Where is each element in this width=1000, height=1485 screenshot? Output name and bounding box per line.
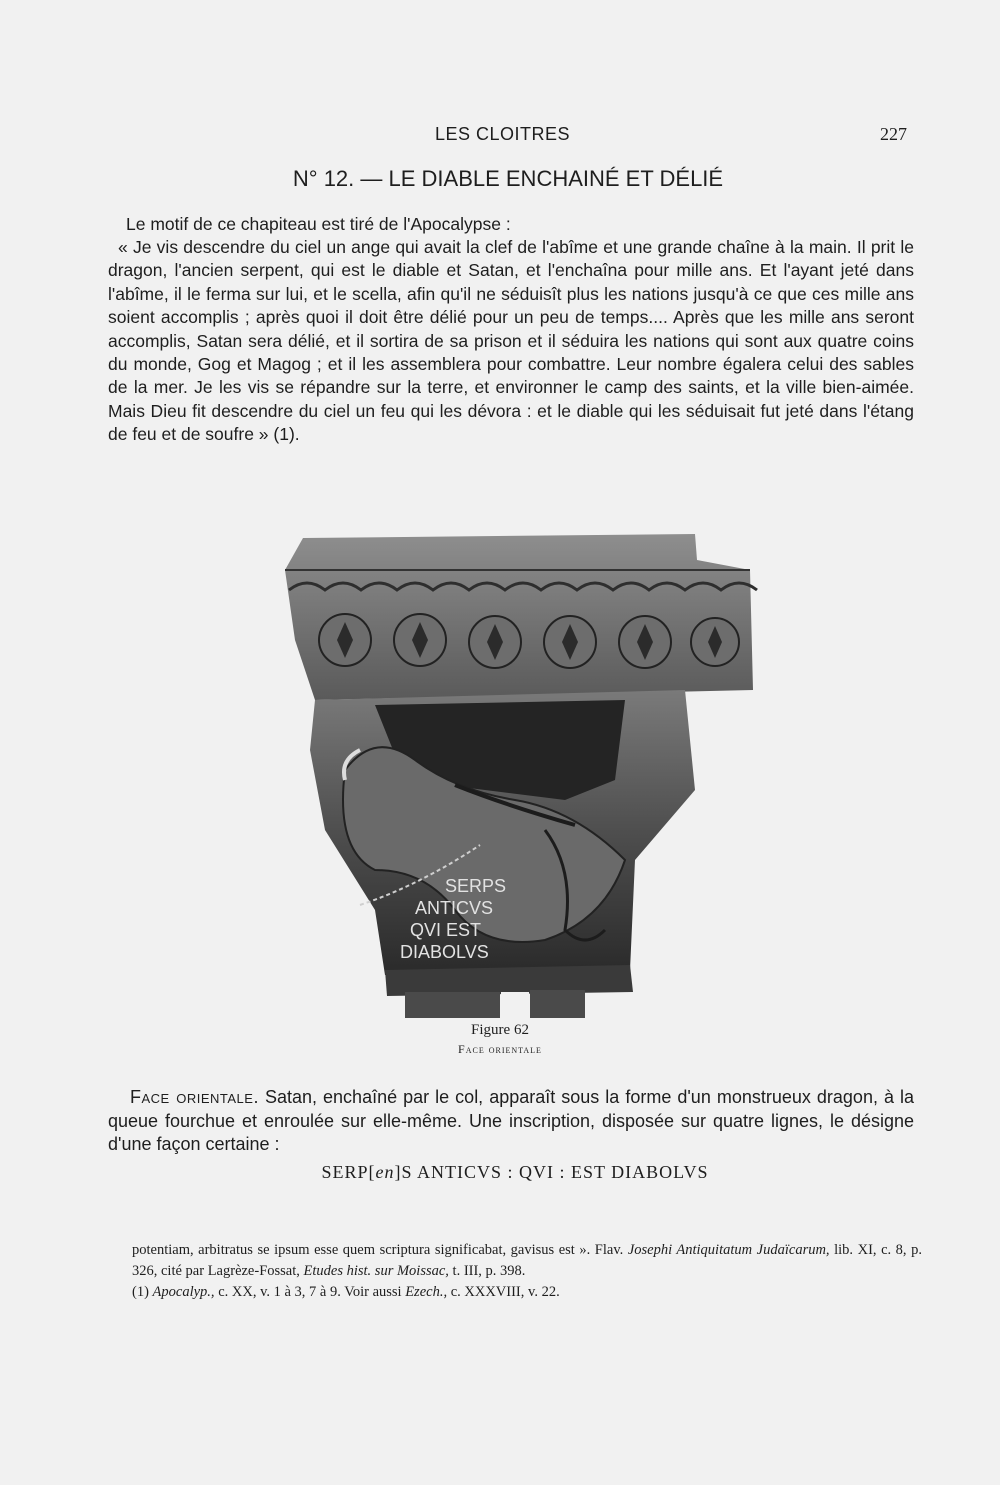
- running-title: LES CLOITRES: [435, 124, 571, 144]
- inscription-after: ]S ANTICVS : QVI : EST DIABOLVS: [394, 1162, 709, 1182]
- figure-caption-label: Face orientale: [458, 1042, 542, 1056]
- capital-image: [265, 530, 765, 1020]
- section-title: N° 12. — LE DIABLE ENCHAINÉ ET DÉLIÉ: [292, 166, 724, 191]
- footnote-text: c. XXXVIII, v. 22.: [447, 1284, 560, 1300]
- footnote-text: lib. XI, c. 8, p. 326, cité par Lagrèze-Fossat,: [132, 1242, 922, 1279]
- figure-caption-number: Figure 62: [471, 1022, 529, 1038]
- footnote-italic: Ezech.,: [405, 1284, 448, 1300]
- inscription-line-4: DIABOLVS: [400, 942, 489, 962]
- inscription-line-3: QVI EST: [410, 920, 482, 940]
- inscription-italic: en: [375, 1162, 395, 1182]
- page-number: 227: [880, 124, 907, 144]
- footnote-italic: Apocalyp.,: [152, 1284, 215, 1300]
- footnote-continuation: [132, 1240, 922, 1282]
- inscription-transcription: [0, 1162, 1000, 1183]
- footnote-text: t. III, p. 398.: [448, 1263, 526, 1279]
- description-paragraph: [108, 1086, 914, 1157]
- footnote-text: c. XX, v. 1 à 3, 7 à 9. Voir aussi: [214, 1284, 406, 1300]
- capital-photograph: [265, 530, 765, 1020]
- inscription-before: SERP[: [321, 1162, 376, 1182]
- description-lead: Face orientale.: [130, 1087, 259, 1107]
- inscription-line-1: SERPS: [445, 876, 507, 896]
- inscription-line-2: ANTICVS: [415, 898, 494, 918]
- apocalypse-quote: « Je vis descendre du ciel un ange qui avait la clef de l'abîme et une grande chaîne à la main. Il prit le dragon, l'ancien serpent, qui est le diable et Satan, et l'enchaîna pour mille ans. Et l'ayant jeté dans l'abîme, il le ferma sur lui, et le scella, afin qu'il ne séduisît plus les nations jusqu'à ce que ces mille ans soient accomplis ; après quoi il doit être délié pour un peu de temps.... Après que les mille ans seront accomplis, Satan sera délié, et il sortira de sa prison et il séduira les nations qui sont aux quatre coins du monde, Gog et Magog ; et il les assemblera pour combattre. Leur nombre égalera celui des sables de la mer. Je les vis se répandre sur la terre, et environner le camp des saints, et la ville bien-aimée. Mais Dieu fit descendre du ciel un feu qui les dévora : et le diable qui les séduisait fut jeté dans l'étang de feu et de soufre » (1).: [108, 237, 914, 445]
- intro-paragraph: Le motif de ce chapiteau est tiré de l'Apocalypse :: [126, 214, 511, 234]
- description-text: Satan, enchaîné par le col, apparaît sous la forme d'un monstrueux dragon, à la queue fourchue et enroulée sur elle-même. Une inscription, disposée sur quatre lignes, le désigne d'une façon certaine :: [108, 1087, 915, 1154]
- footnote-text: potentiam, arbitratus se ipsum esse quem scriptura significabat, gavisus est ». Flav.: [132, 1242, 628, 1258]
- footnotes: [132, 1240, 922, 1303]
- footnote-1: [132, 1282, 922, 1303]
- footnote-italic: Josephi Antiquitatum Judaïcarum,: [627, 1242, 830, 1258]
- footnote-marker: (1): [132, 1284, 153, 1300]
- footnote-italic: Etudes hist. sur Moissac,: [303, 1263, 449, 1279]
- running-head: [0, 120, 1000, 150]
